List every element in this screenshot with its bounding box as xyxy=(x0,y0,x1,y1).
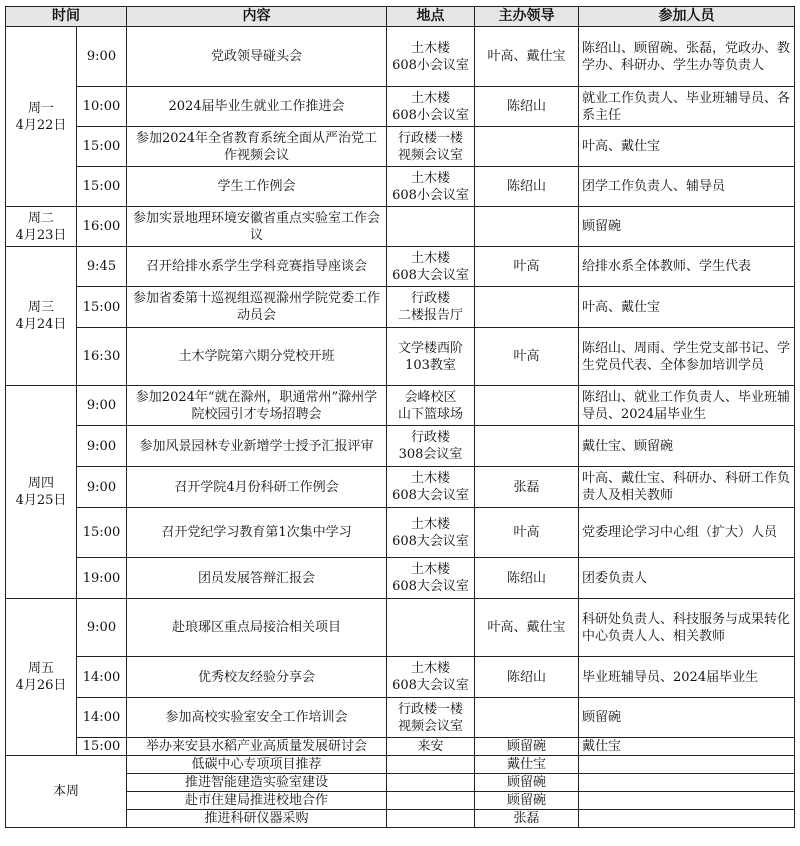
leader-cell: 张磊 xyxy=(475,467,579,508)
place-cell: 土木楼 608大会议室 xyxy=(387,657,475,698)
place-cell: 文学楼西阶 103教室 xyxy=(387,328,475,386)
table-row xyxy=(6,599,795,657)
day-cell-this-week: 本周 xyxy=(6,756,127,828)
content-cell: 2024届毕业生就业工作推进会 xyxy=(127,87,387,127)
participants-cell: 毕业班辅导员、2024届毕业生 xyxy=(579,657,795,698)
place-cell: 土木楼 608小会议室 xyxy=(387,167,475,207)
leader-cell: 叶高 xyxy=(475,328,579,386)
table-row xyxy=(6,508,795,558)
table-row xyxy=(6,738,795,756)
time-cell: 19:00 xyxy=(77,558,127,599)
content-cell: 团员发展答辩汇报会 xyxy=(127,558,387,599)
leader-cell: 叶高 xyxy=(475,247,579,287)
leader-cell: 陈绍山 xyxy=(475,558,579,599)
leader-cell: 顾留碗 xyxy=(475,738,579,756)
table-row xyxy=(6,756,795,774)
place-cell: 土木楼 608大会议室 xyxy=(387,467,475,508)
participants-cell: 团学工作负责人、辅导员 xyxy=(579,167,795,207)
content-cell: 学生工作例会 xyxy=(127,167,387,207)
header-content: 内容 xyxy=(127,7,387,27)
time-cell: 15:00 xyxy=(77,287,127,328)
content-cell: 优秀校友经验分享会 xyxy=(127,657,387,698)
place-cell: 行政楼 308会议室 xyxy=(387,426,475,467)
content-cell: 参加2024年“就在滁州，职通常州”滁州学院校园引才专场招聘会 xyxy=(127,386,387,426)
weekly-schedule-table xyxy=(5,6,795,828)
leader-cell: 陈绍山 xyxy=(475,167,579,207)
leader-cell: 戴仕宝 xyxy=(475,756,579,774)
place-cell xyxy=(387,207,475,247)
table-row xyxy=(6,386,795,426)
table-row xyxy=(6,167,795,207)
content-cell: 参加实景地理环境安徽省重点实验室工作会议 xyxy=(127,207,387,247)
table-row xyxy=(6,657,795,698)
place-cell: 土木楼 608大会议室 xyxy=(387,508,475,558)
time-cell: 9:00 xyxy=(77,467,127,508)
content-cell: 举办来安县水稻产业高质量发展研讨会 xyxy=(127,738,387,756)
participants-cell xyxy=(579,810,795,828)
leader-cell xyxy=(475,207,579,247)
leader-cell: 陈绍山 xyxy=(475,87,579,127)
time-cell: 14:00 xyxy=(77,657,127,698)
participants-cell xyxy=(579,774,795,792)
table-row xyxy=(6,127,795,167)
content-cell: 推进科研仪器采购 xyxy=(127,810,387,828)
participants-cell: 团委负责人 xyxy=(579,558,795,599)
time-cell: 15:00 xyxy=(77,738,127,756)
day-cell-friday: 周五 4月26日 xyxy=(6,599,77,756)
place-cell: 土木楼 608小会议室 xyxy=(387,87,475,127)
table-row xyxy=(6,87,795,127)
leader-cell: 叶高 xyxy=(475,508,579,558)
content-cell: 土木学院第六期分党校开班 xyxy=(127,328,387,386)
table-row xyxy=(6,328,795,386)
content-cell: 推进智能建造实验室建设 xyxy=(127,774,387,792)
leader-cell: 陈绍山 xyxy=(475,657,579,698)
participants-cell: 陈绍山、就业工作负责人、毕业班辅导员、2024届毕业生 xyxy=(579,386,795,426)
place-cell: 行政楼 二楼报告厅 xyxy=(387,287,475,328)
table-row xyxy=(6,558,795,599)
participants-cell: 顾留碗 xyxy=(579,207,795,247)
table-row xyxy=(6,698,795,738)
leader-cell xyxy=(475,127,579,167)
participants-cell: 就业工作负责人、毕业班辅导员、各系主任 xyxy=(579,87,795,127)
place-cell: 土木楼 608大会议室 xyxy=(387,558,475,599)
participants-cell xyxy=(579,792,795,810)
place-cell: 行政楼一楼 视频会议室 xyxy=(387,127,475,167)
place-cell xyxy=(387,810,475,828)
time-cell: 16:00 xyxy=(77,207,127,247)
place-cell xyxy=(387,756,475,774)
time-cell: 16:30 xyxy=(77,328,127,386)
day-cell-wednesday: 周三 4月24日 xyxy=(6,247,77,386)
day-cell-monday: 周一 4月22日 xyxy=(6,27,77,207)
day-cell-thursday: 周四 4月25日 xyxy=(6,386,77,599)
table-row xyxy=(6,426,795,467)
leader-cell: 张磊 xyxy=(475,810,579,828)
content-cell: 参加高校实验室安全工作培训会 xyxy=(127,698,387,738)
participants-cell: 叶高、戴仕宝 xyxy=(579,287,795,328)
leader-cell: 顾留碗 xyxy=(475,792,579,810)
participants-cell: 给排水系全体教师、学生代表 xyxy=(579,247,795,287)
table-row xyxy=(6,247,795,287)
participants-cell: 戴仕宝、顾留碗 xyxy=(579,426,795,467)
table-row xyxy=(6,27,795,87)
leader-cell xyxy=(475,698,579,738)
content-cell: 召开给排水系学生学科竞赛指导座谈会 xyxy=(127,247,387,287)
place-cell xyxy=(387,599,475,657)
content-cell: 赴市住建局推进校地合作 xyxy=(127,792,387,810)
table-row xyxy=(6,287,795,328)
place-cell: 行政楼一楼 视频会议室 xyxy=(387,698,475,738)
participants-cell xyxy=(579,756,795,774)
participants-cell: 叶高、戴仕宝、科研办、科研工作负责人及相关教师 xyxy=(579,467,795,508)
place-cell: 来安 xyxy=(387,738,475,756)
time-cell: 15:00 xyxy=(77,167,127,207)
leader-cell xyxy=(475,287,579,328)
content-cell: 党政领导碰头会 xyxy=(127,27,387,87)
content-cell: 赴琅琊区重点局接洽相关项目 xyxy=(127,599,387,657)
day-cell-tuesday: 周二 4月23日 xyxy=(6,207,77,247)
content-cell: 参加2024年全省教育系统全面从严治党工作视频会议 xyxy=(127,127,387,167)
table-row xyxy=(6,207,795,247)
time-cell: 9:45 xyxy=(77,247,127,287)
place-cell: 土木楼 608小会议室 xyxy=(387,27,475,87)
participants-cell: 党委理论学习中心组（扩大）人员 xyxy=(579,508,795,558)
leader-cell: 顾留碗 xyxy=(475,774,579,792)
time-cell: 9:00 xyxy=(77,386,127,426)
leader-cell xyxy=(475,426,579,467)
place-cell: 土木楼 608大会议室 xyxy=(387,247,475,287)
leader-cell xyxy=(475,386,579,426)
content-cell: 参加省委第十巡视组巡视滁州学院党委工作动员会 xyxy=(127,287,387,328)
content-cell: 低碳中心专项项目推荐 xyxy=(127,756,387,774)
leader-cell: 叶高、戴仕宝 xyxy=(475,599,579,657)
place-cell xyxy=(387,792,475,810)
participants-cell: 戴仕宝 xyxy=(579,738,795,756)
header-row xyxy=(6,7,795,27)
time-cell: 14:00 xyxy=(77,698,127,738)
header-place: 地点 xyxy=(387,7,475,27)
time-cell: 9:00 xyxy=(77,426,127,467)
content-cell: 召开学院4月份科研工作例会 xyxy=(127,467,387,508)
time-cell: 9:00 xyxy=(77,27,127,87)
header-leader: 主办领导 xyxy=(475,7,579,27)
time-cell: 15:00 xyxy=(77,508,127,558)
time-cell: 9:00 xyxy=(77,599,127,657)
content-cell: 参加风景园林专业新增学士授予汇报评审 xyxy=(127,426,387,467)
participants-cell: 陈绍山、周雨、学生党支部书记、学生党员代表、全体参加培训学员 xyxy=(579,328,795,386)
time-cell: 15:00 xyxy=(77,127,127,167)
content-cell: 召开党纪学习教育第1次集中学习 xyxy=(127,508,387,558)
time-cell: 10:00 xyxy=(77,87,127,127)
header-time: 时间 xyxy=(6,7,127,27)
participants-cell: 科研处负责人、科技服务与成果转化中心负责人人、相关教师 xyxy=(579,599,795,657)
place-cell xyxy=(387,774,475,792)
leader-cell: 叶高、戴仕宝 xyxy=(475,27,579,87)
participants-cell: 叶高、戴仕宝 xyxy=(579,127,795,167)
participants-cell: 顾留碗 xyxy=(579,698,795,738)
table-row xyxy=(6,467,795,508)
place-cell: 会峰校区 山下篮球场 xyxy=(387,386,475,426)
participants-cell: 陈绍山、顾留碗、张磊，党政办、教学办、科研办、学生办等负责人 xyxy=(579,27,795,87)
header-participants: 参加人员 xyxy=(579,7,795,27)
